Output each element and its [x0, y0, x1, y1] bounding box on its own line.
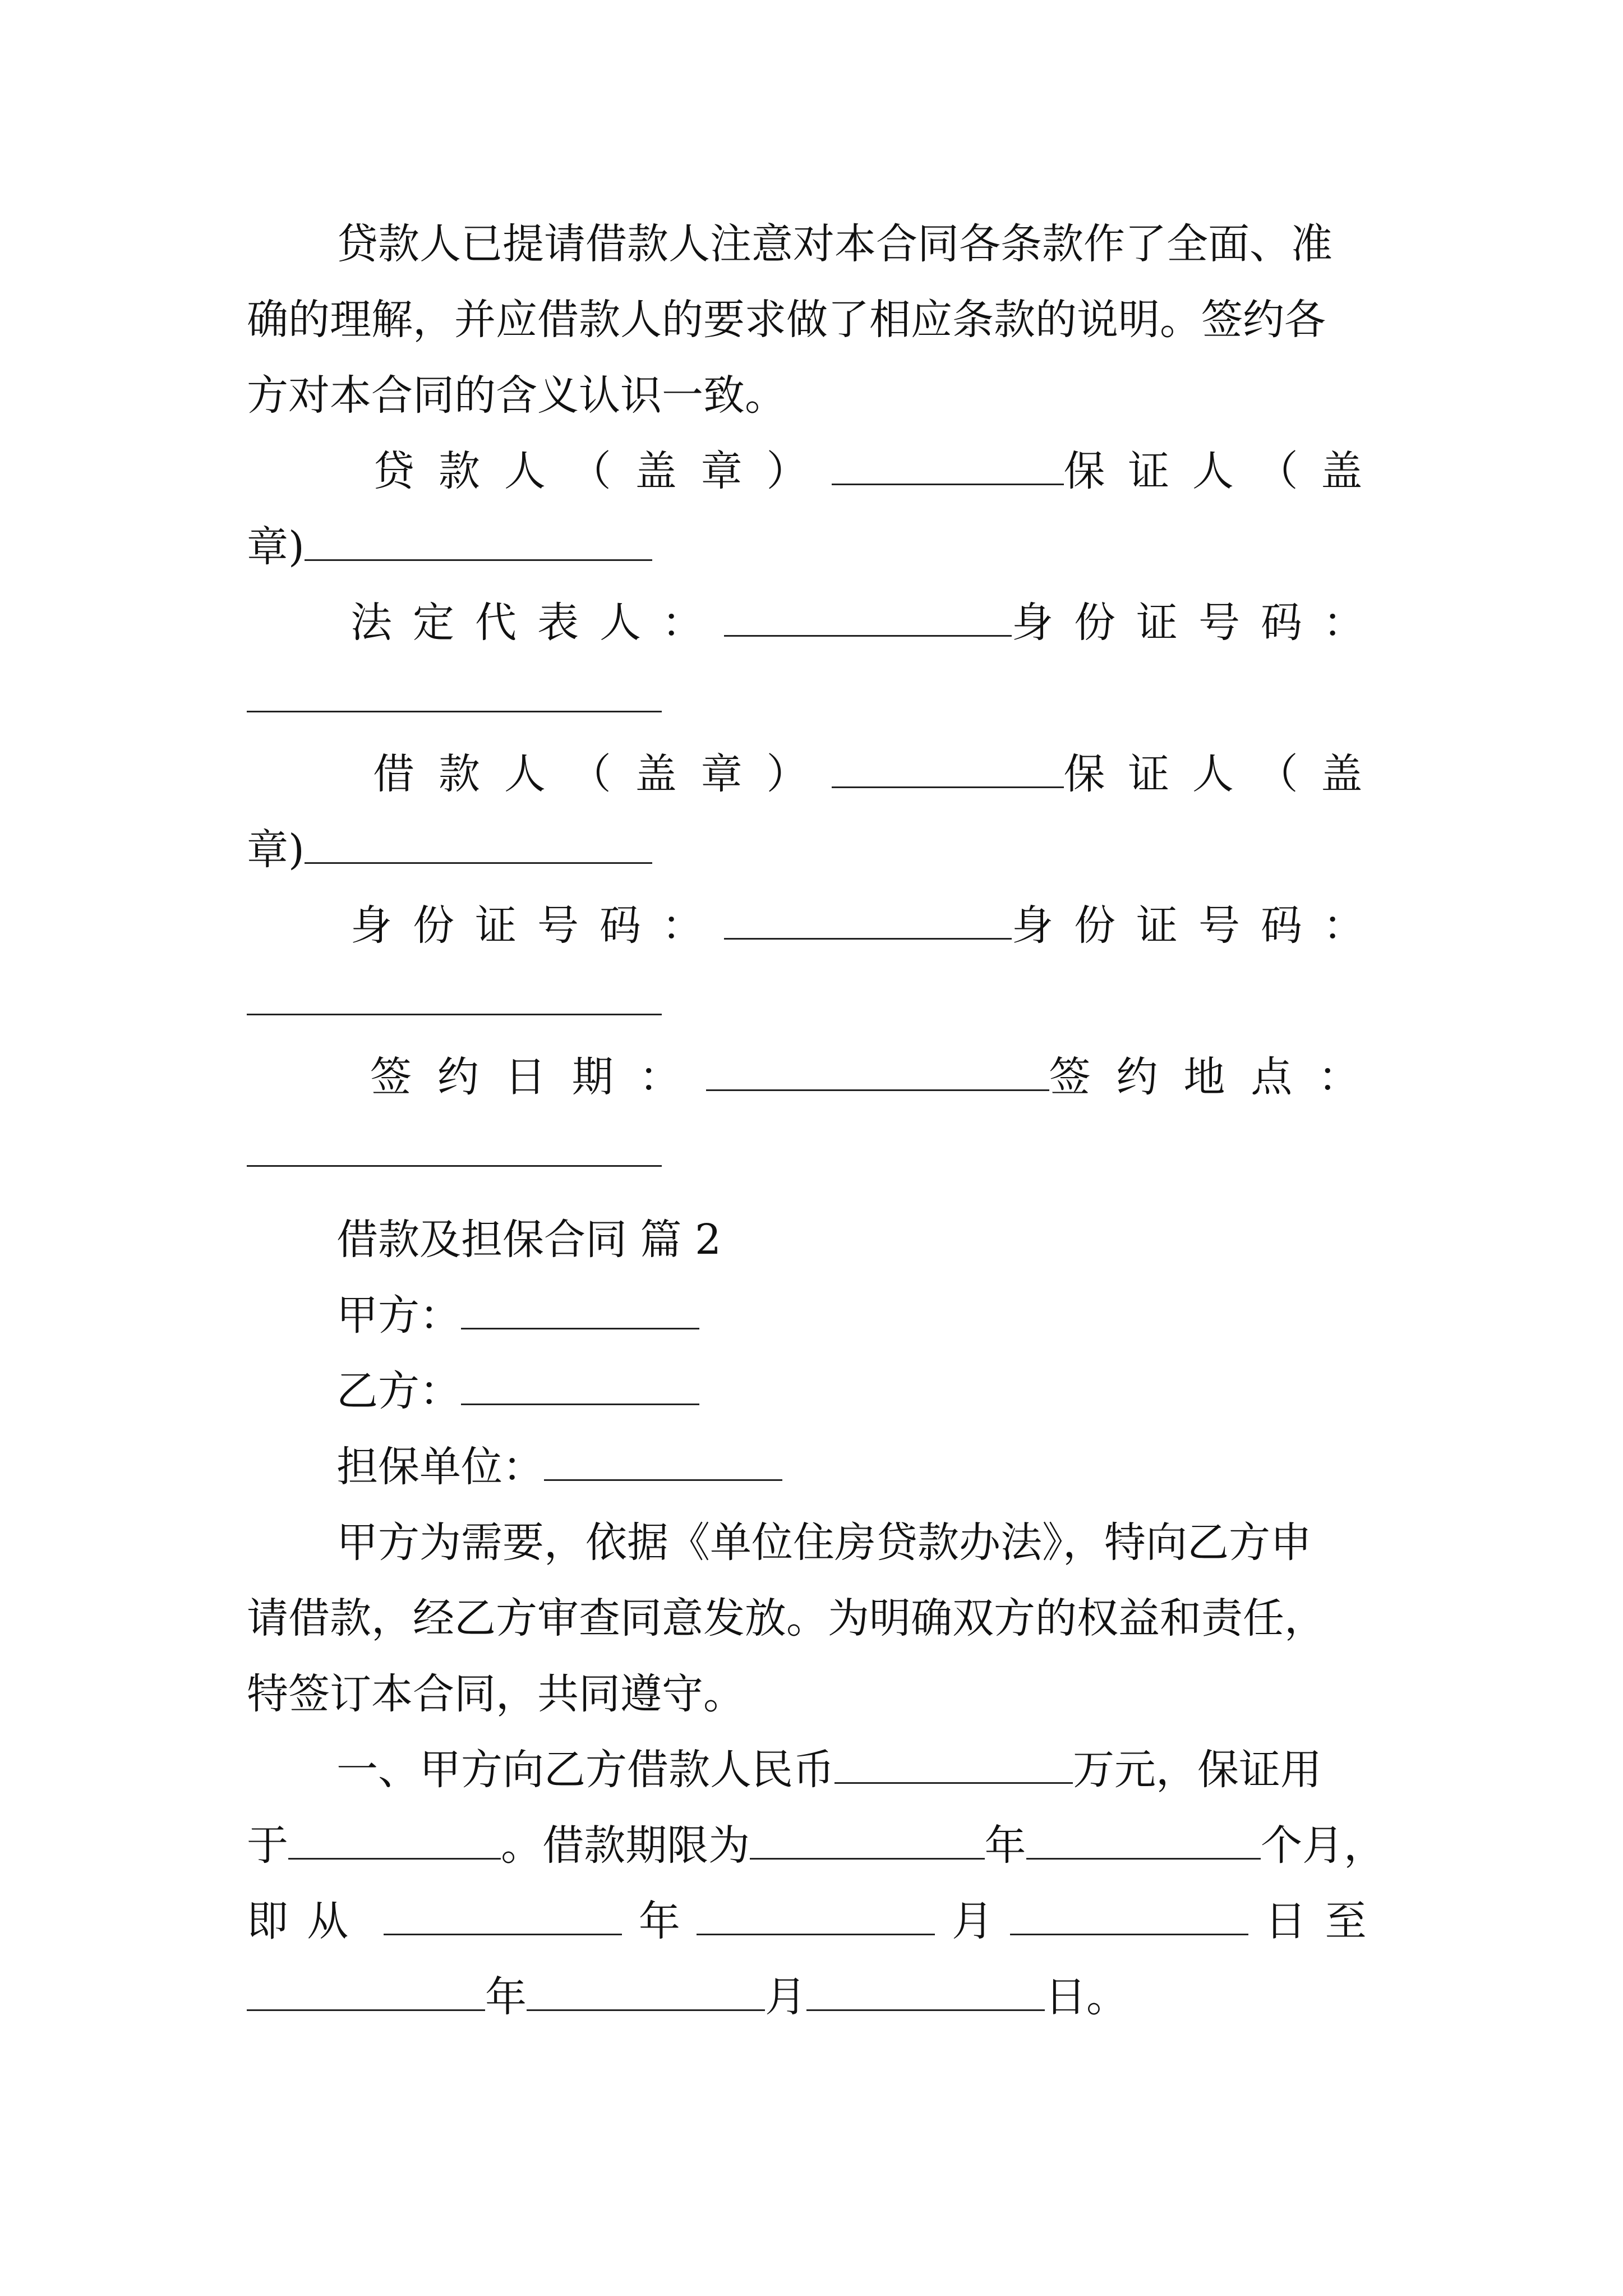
guarantor-seal-blank-2	[305, 827, 652, 864]
party-a-row	[247, 1287, 1385, 1343]
paragraph-line: 方对本合同的含义认识一致。	[247, 371, 786, 420]
clause-text: 年	[638, 1897, 680, 1945]
party-a-label: 甲方：	[336, 1291, 461, 1340]
sign-place-label: 签约地点：	[1049, 1053, 1385, 1101]
sign-date-row	[247, 1049, 1385, 1105]
paragraph-line: 甲方为需要，依据《单位住房贷款办法》，特向乙方申	[336, 1519, 1312, 1567]
seal-cont-label-2: 章)	[247, 826, 305, 874]
legal-rep-label: 法定代表人：	[351, 599, 724, 647]
borrower-seal-blank	[832, 752, 1063, 788]
party-b-row	[247, 1363, 1385, 1419]
party-a-blank	[461, 1293, 699, 1329]
sign-date-blank	[706, 1055, 1049, 1091]
clause-text: 月	[952, 1897, 994, 1945]
lender-label: 贷款人（盖章）	[373, 447, 832, 495]
id-number-label-2: 身份证号码：	[1012, 901, 1385, 950]
clause-1-line-2	[247, 1818, 1385, 1874]
party-b-blank	[461, 1369, 699, 1405]
clause-1-line-4	[247, 1969, 1385, 2025]
clause-text: 个月，	[1261, 1821, 1386, 1870]
start-year-blank	[384, 1899, 622, 1935]
start-day-blank	[1010, 1899, 1248, 1935]
term-years-blank	[750, 1823, 984, 1860]
legal-rep-row	[247, 595, 1385, 651]
guarantor-unit-label: 担保单位：	[336, 1443, 544, 1491]
clause-text: 一、甲方向乙方借款人民币	[336, 1746, 834, 1794]
id-number-blank-row	[247, 670, 1385, 726]
clause-text: 。借款期限为	[501, 1821, 750, 1870]
clause-text: 年	[485, 1973, 527, 2021]
sign-place-blank	[247, 1130, 662, 1167]
clause-1-line-1	[247, 1742, 1385, 1798]
id-number-blank-row-2	[247, 973, 1385, 1029]
guarantor-seal-blank	[305, 524, 652, 561]
clause-text: 于	[247, 1821, 288, 1870]
borrower-label: 借款人（盖章）	[373, 750, 832, 798]
seal-continuation-row	[247, 519, 1385, 575]
end-year-blank	[247, 1975, 485, 2011]
lender-seal-blank	[832, 449, 1063, 485]
clause-text: 年	[984, 1821, 1026, 1870]
legal-rep-blank	[724, 600, 1012, 637]
clause-text: 日至	[1265, 1897, 1385, 1945]
id-number-blank	[247, 676, 662, 712]
seal-cont-label: 章)	[247, 523, 305, 571]
guarantor-label: 保证人（盖	[1063, 447, 1385, 495]
clause-1-line-3	[247, 1893, 1385, 1949]
clause-text: 万元，保证用	[1073, 1746, 1322, 1794]
contract-title: 借款及担保合同 篇 2	[336, 1216, 722, 1264]
borrower-id-row	[247, 898, 1385, 954]
lender-signature-row	[247, 443, 1385, 499]
guarantor-unit-row	[247, 1439, 1385, 1495]
amount-blank	[834, 1747, 1073, 1784]
paragraph-line: 特签订本合同，共同遵守。	[247, 1670, 745, 1718]
clause-text: 日。	[1045, 1973, 1128, 2021]
term-months-blank	[1026, 1823, 1261, 1860]
borrower-id-blank	[724, 903, 1012, 940]
party-b-label: 乙方：	[336, 1367, 461, 1415]
paragraph-line: 确的理解，并应借款人的要求做了相应条款的说明。签约各	[247, 296, 1326, 344]
seal-continuation-row-2	[247, 822, 1385, 878]
clause-text: 月	[765, 1973, 806, 2021]
guarantor-unit-blank	[544, 1444, 782, 1481]
purpose-blank	[288, 1823, 501, 1860]
borrower-signature-row	[247, 746, 1385, 802]
end-day-blank	[806, 1975, 1045, 2011]
borrower-id-label: 身份证号码：	[351, 901, 724, 950]
clause-text: 即从	[247, 1897, 367, 1945]
sign-date-label: 签约日期：	[370, 1053, 707, 1101]
guarantor-label-2: 保证人（盖	[1063, 750, 1385, 798]
id-number-blank-2	[247, 979, 662, 1015]
end-month-blank	[527, 1975, 765, 2011]
paragraph-line: 贷款人已提请借款人注意对本合同各条款作了全面、准	[336, 220, 1332, 268]
start-month-blank	[697, 1899, 935, 1935]
paragraph-line: 请借款，经乙方审查同意发放。为明确双方的权益和责任，	[247, 1594, 1326, 1642]
id-number-label: 身份证号码：	[1012, 599, 1385, 647]
sign-place-blank-row	[247, 1125, 1385, 1181]
